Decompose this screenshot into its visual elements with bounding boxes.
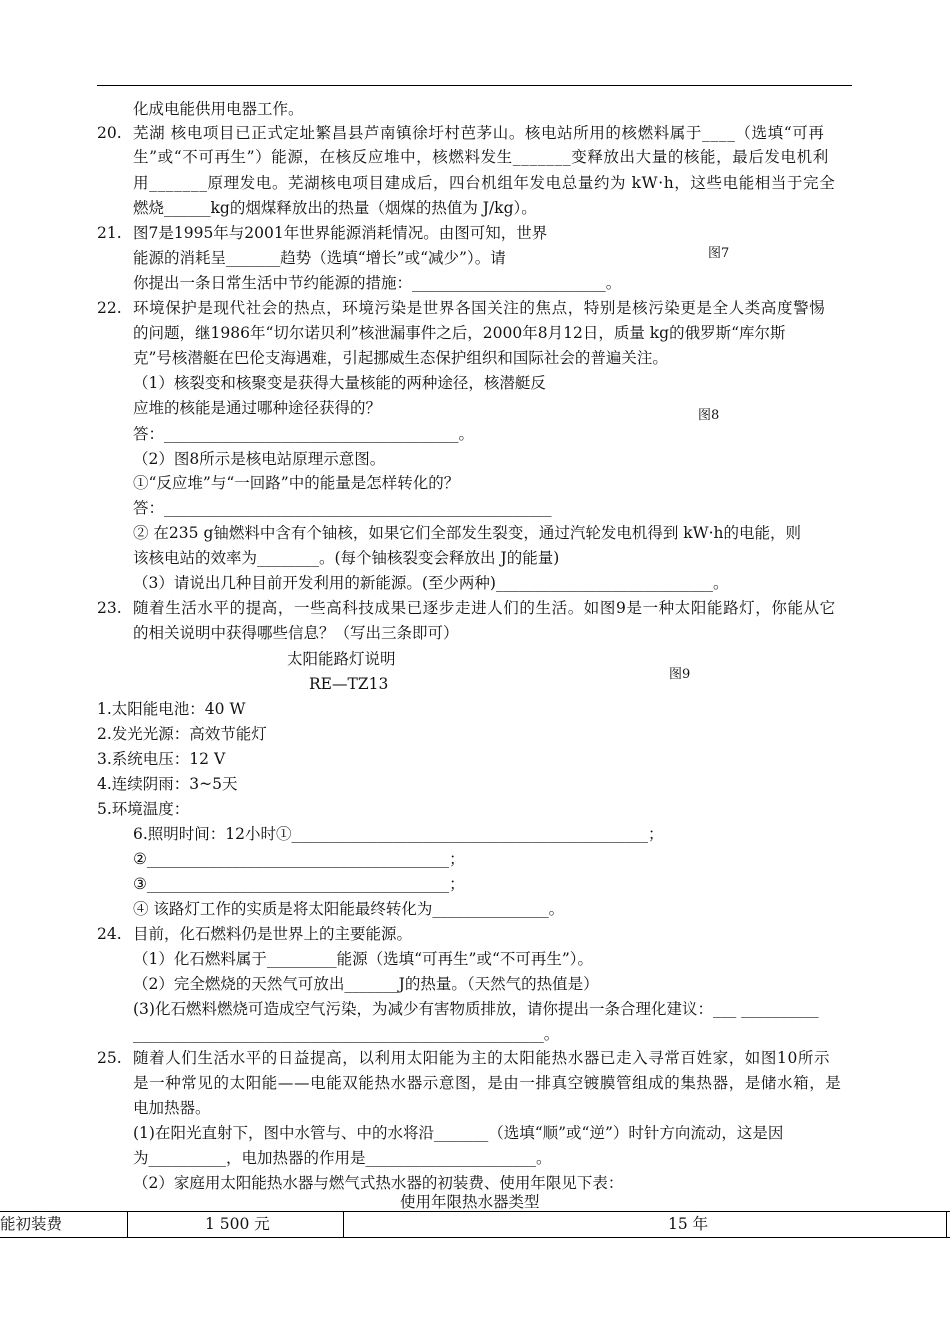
q22-line-1: 环境保护是现代社会的热点，环境污染是世界各国关注的焦点，特别是核污染更是全人类高度警惕	[133, 299, 826, 317]
q25-line-1: 随着人们生活水平的日益提高，以利用太阳能为主的太阳能热水器已走入寻常百姓家，如图10所示	[133, 1049, 831, 1067]
q25-part-1-cont: 为__________，电加热器的作用是______________________。	[133, 1149, 552, 1167]
q24-number: 24.	[97, 925, 122, 943]
q22-line-3: 克”号核潜艇在巴伦支海遇难，引起挪威生态保护组织和国际社会的普遍关注。	[133, 349, 668, 367]
table-divider	[946, 1212, 947, 1237]
q24-part-1: （1）化石燃料属于_________能源（选填“可再生”或“不可再生”）。	[133, 950, 594, 968]
q22-line-2: 的问题，继1986年“切尔诺贝利”核泄漏事件之后，2000年8月12日，质量 kg的俄罗斯“库尔斯	[133, 324, 786, 342]
figure-9-caption: 图9	[669, 667, 691, 682]
q25-part-1: (1)在阳光直射下，图中水管与、中的水将沿_______（选填“顺”或“逆”）时针方向流动，这是因	[133, 1124, 784, 1142]
q23-line-2: 的相关说明中获得哪些信息？（写出三条即可）	[133, 624, 459, 642]
q22-part-1: （1）核裂变和核聚变是获得大量核能的两种途径，核潜艇反	[133, 374, 546, 392]
table-cell-cost: 1 500 元	[205, 1215, 270, 1233]
q22-answer-1: 答：______________________________________。	[133, 425, 475, 443]
q25-line-3: 电加热器。	[133, 1099, 211, 1117]
continuation-line: 化成电能供用电器工作。	[133, 100, 304, 118]
table-cell-years: 15 年	[668, 1215, 709, 1233]
q25-number: 25.	[97, 1049, 122, 1067]
q24-line-1: 目前，化石燃料仍是世界上的主要能源。	[133, 925, 413, 943]
q22-part-2-q2: ② 在235 g铀燃料中含有个铀核，如果它们全部发生裂变，通过汽轮发电机得到 kW·h的电能，则	[133, 524, 802, 542]
q22-answer-2: 答：__________________________________________________	[133, 499, 552, 517]
q23-answer-2: ②_______________________________________；	[133, 850, 465, 868]
q20-line-2: 生”或“不可再生”）能源，在核反应堆中，核燃料发生_______变释放出大量的核能，最后发电机利	[133, 148, 829, 166]
q23-answer-4: ④ 该路灯工作的实质是将太阳能最终转化为_______________。	[133, 900, 565, 918]
q24-part-3-cont: _____________________________________________________。	[133, 1025, 560, 1043]
figure-7-caption: 图7	[708, 246, 730, 261]
q21-line-2: 能源的消耗呈_______趋势（选填“增长”或“减少”）。请	[133, 249, 506, 267]
q25-part-2: （2）家庭用太阳能热水器与燃气式热水器的初装费、使用年限见下表：	[133, 1174, 624, 1192]
q25-line-2: 是一种常见的太阳能——电能双能热水器示意图，是由一排真空镀膜管组成的集热器，是储水箱，是	[133, 1074, 842, 1092]
q22-number: 22.	[97, 299, 122, 317]
q23-spec-1: 1.太阳能电池：40 W	[97, 700, 246, 718]
q21-line-3: 你提出一条日常生活中节约能源的措施：_________________________。	[133, 274, 622, 292]
q20-number: 20.	[97, 124, 122, 142]
table-divider	[127, 1212, 128, 1237]
q20-line-3: 用_______原理发电。芜湖核电项目建成后，四台机组年发电总量约为 kW·h，这些电能相当于完全	[133, 174, 836, 192]
q23-spec-model: RE—TZ13	[309, 675, 389, 693]
q23-spec-3: 3.系统电压：12 V	[97, 750, 226, 768]
header-rule	[97, 85, 852, 86]
table-cell-label: 能初装费	[0, 1215, 63, 1233]
q23-number: 23.	[97, 599, 122, 617]
q23-spec-6: 6.照明时间：12小时①______________________________________________；	[133, 825, 664, 843]
q22-part-2-q1: ①“反应堆”与“一回路”中的能量是怎样转化的？	[133, 474, 460, 492]
q23-spec-2: 2.发光光源：高效节能灯	[97, 725, 267, 743]
table-caption: 使用年限热水器类型	[400, 1193, 540, 1211]
q21-line-1: 图7是1995年与2001年世界能源消耗情况。由图可知，世界	[133, 224, 548, 242]
q20-line-4: 燃烧______kg的烟煤释放出的热量（烟煤的热值为 J/kg）。	[133, 199, 537, 217]
heater-cost-table	[0, 1211, 950, 1238]
q23-spec-4: 4.连续阴雨：3~5天	[97, 775, 238, 793]
figure-8-caption: 图8	[698, 408, 720, 423]
q22-part-1-cont: 应堆的核能是通过哪种途径获得的？	[133, 399, 382, 417]
q23-spec-title: 太阳能路灯说明	[287, 650, 396, 668]
q24-part-2: （2）完全燃烧的天然气可放出_______J的热量。（天然气的热值是）	[133, 975, 599, 993]
q22-part-2: （2）图8所示是核电站原理示意图。	[133, 450, 386, 468]
q21-number: 21.	[97, 224, 122, 242]
q23-answer-3: ③_______________________________________；	[133, 875, 465, 893]
q24-part-3: (3)化石燃料燃烧可造成空气污染，为减少有害物质排放，请你提出一条合理化建议：___ __________	[133, 1000, 819, 1018]
table-divider	[343, 1212, 344, 1237]
q20-line-1: 芜湖 核电项目已正式定址繁昌县芦南镇徐圩村芭茅山。核电站所用的核燃料属于____（选填“可再	[133, 124, 825, 142]
q22-part-3: （3）请说出几种目前开发利用的新能源。(至少两种)____________________________。	[133, 574, 729, 592]
q22-part-2-q2-cont: 该核电站的效率为________。(每个铀核裂变会释放出 J的能量)	[133, 549, 560, 567]
q23-spec-5: 5.环境温度：	[97, 800, 190, 818]
q23-line-1: 随着生活水平的提高，一些高科技成果已逐步走进人们的生活。如图9是一种太阳能路灯，你能从它	[133, 599, 836, 617]
